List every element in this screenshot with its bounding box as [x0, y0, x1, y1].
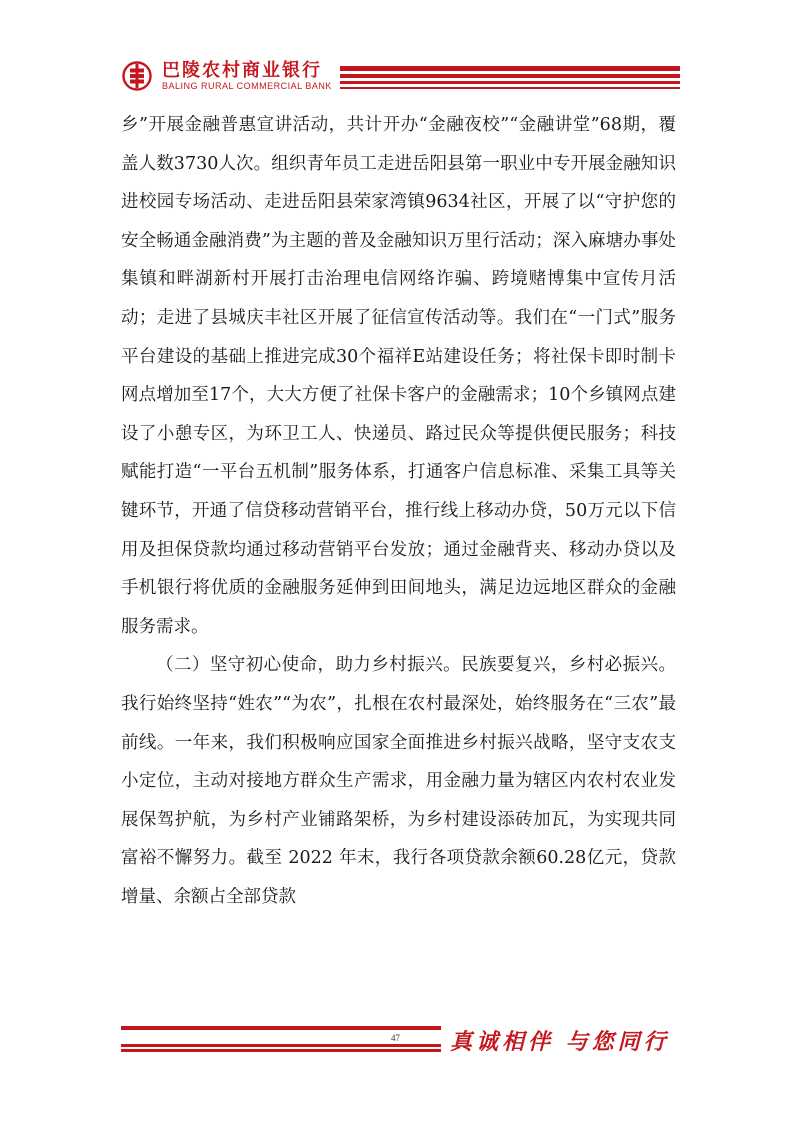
page-header — [0, 0, 793, 105]
bank-logo-icon — [122, 61, 152, 91]
footer-slogan: 真诚相伴 与您同行 — [450, 1029, 670, 1055]
bank-name-chinese: 巴陵农村商业银行 — [162, 60, 322, 81]
paragraph-rural-revitalization: （二）坚守初心使命，助力乡村振兴。民族要复兴，乡村必振兴。我行始终坚持“姓农”“为农”，扎根在农村最深处，始终服务在“三农”最前线。一年来，我们积极响应国家全面推进乡村振兴战略，坚守支农支小定位，主动对接地方群众生产需求，用金融力量为辖区内农村农业发展保驾护航，为乡村产业铺路架桥，为乡村建设添砖加瓦，为实现共同富裕不懈努力。截至 2022 年末，我行各项贷款余额60.28亿元，贷款增量、余额占全部贷款 — [121, 655, 676, 907]
bank-name-english: BALING RURAL COMMERCIAL BANK — [162, 81, 332, 91]
page-number: 47 — [391, 1033, 400, 1043]
paragraph-financial-services: 乡”开展金融普惠宣讲活动，共计开办“金融夜校”“金融讲堂”68期，覆盖人数3730人次。组织青年员工走进岳阳县第一职业中专开展金融知识进校园专场活动、走进岳阳县荣家湾镇9634社区，开展了以“守护您的安全畅通金融消费”为主题的普及金融知识万里行活动；深入麻塘办事处集镇和畔湖新村开展打击治理电信网络诈骗、跨境赌博集中宣传月活动；走进了县城庆丰社区开展了征信宣传活动等。我们在“一门式”服务平台建设的基础上推进完成30个福祥E站建设任务；将社保卡即时制卡网点增加至17个，大大方便了社保卡客户的金融需求；10个乡镇网点建设了小憩专区，为环卫工人、快递员、路过民众等提供便民服务；科技赋能打造“一平台五机制”服务体系，打通客户信息标准、采集工具等关键环节，开通了信贷移动营销平台，推行线上移动办贷，50万元以下信用及担保贷款均通过移动营销平台发放；通过金融背夹、移动办贷以及手机银行将优质的金融服务延伸到田间地头，满足边远地区群众的金融服务需求。 — [121, 115, 676, 637]
document-body — [121, 106, 676, 916]
header-decorative-lines — [340, 66, 680, 96]
